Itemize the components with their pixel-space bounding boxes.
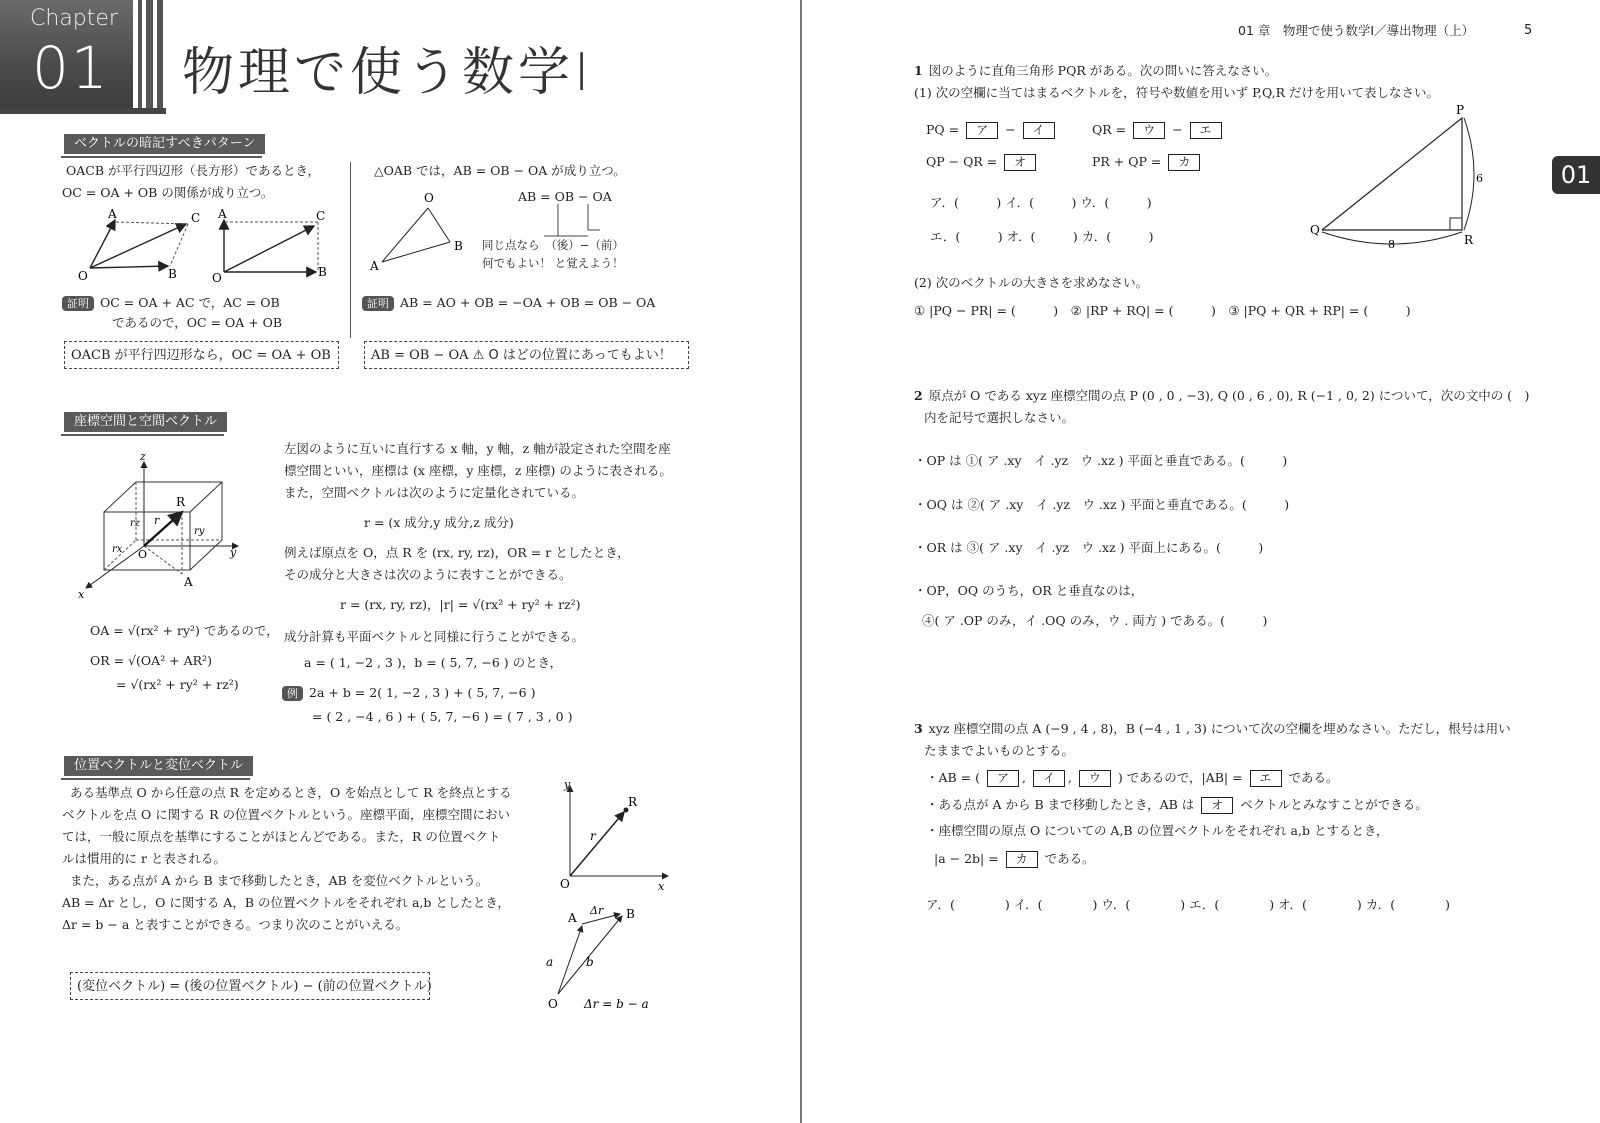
- svg-text:6: 6: [1476, 172, 1483, 185]
- svg-text:B: B: [168, 267, 177, 281]
- answer-box-o[interactable]: オ: [1004, 154, 1036, 171]
- chapter-underline: [0, 108, 166, 114]
- text-line: ある基準点 O から任意の点 R を定めるとき，O を始点として R を終点とする: [70, 785, 512, 800]
- svg-text:b: b: [586, 955, 594, 969]
- svg-text:C: C: [316, 209, 326, 223]
- q1-blank-row: QR = ウ − エ: [1092, 119, 1225, 141]
- section-header: 座標空間と空間ベクトル: [64, 412, 227, 432]
- answer-box-e[interactable]: エ: [1250, 770, 1282, 787]
- equation: r = (x 成分,y 成分,z 成分): [364, 515, 514, 530]
- proof-line: 証明 OC = OA + AC で，AC = OB: [62, 292, 280, 314]
- right-triangle-figure: [1308, 104, 1508, 254]
- text-line: 左図のように互いに直行する x 軸，y 軸，z 軸が設定された空間を座: [284, 441, 671, 456]
- svg-text:C: C: [191, 211, 201, 225]
- svg-text:x: x: [658, 880, 665, 892]
- parallelogram-figure: [60, 206, 350, 286]
- svg-text:8: 8: [1388, 238, 1395, 251]
- svg-text:r: r: [590, 829, 596, 843]
- text-line: ては，一般に原点を基準にすることがほとんどである。また，R の位置ベクト: [62, 829, 501, 844]
- text-line: OC = OA + OB の関係が成り立つ。: [62, 185, 274, 200]
- answer-box-a[interactable]: ア: [987, 770, 1019, 787]
- summary-box: OACB が平行四辺形なら，OC = OA + OB: [64, 341, 339, 369]
- q3-blank-row: ・AB = ( ア , イ , ウ ) であるので，|AB| = エ である。: [926, 770, 1339, 785]
- text-line: OR = √(OA² + AR²): [90, 653, 212, 668]
- svg-text:A: A: [108, 207, 117, 221]
- q1-blank-row: PR + QP = カ: [1092, 151, 1203, 173]
- example-line: 例 2a + b = 2( 1, −2 , 3 ) + ( 5, 7, −6 ): [282, 682, 535, 704]
- chapter-bar: [146, 0, 153, 114]
- svg-text:rx: rx: [112, 544, 123, 555]
- proof-badge: 証明: [362, 296, 394, 311]
- svg-text:A: A: [568, 911, 577, 925]
- proof-line: 証明 AB = AO + OB = −OA + OB = OB − OA: [362, 292, 655, 314]
- svg-text:rz: rz: [130, 518, 141, 529]
- text-line: ・OR は ③( ア .xy イ .yz ウ .xz ) 平面上にある。( ): [914, 540, 1264, 555]
- text-line: ルは慣用的に r と表される。: [62, 851, 226, 866]
- svg-text:R: R: [176, 495, 186, 509]
- question-2-line: 2 原点が O である xyz 座標空間の点 P (0 , 0 , −3), Q (0 , 6 , 0), R (−1 , 0, 2) について，次の文中の ( ): [914, 388, 1530, 403]
- equation: = ( 2 , −4 , 6 ) + ( 5, 7, −6 ) = ( 7 , 3 , 0 ): [312, 709, 573, 724]
- text-line: (2) 次のベクトルの大きさを求めなさい。: [914, 275, 1149, 290]
- answer-line: ア．( ) イ．( ) ウ．( ) エ．( ) オ．( ) カ．( ): [926, 897, 1451, 912]
- question-1-line: 1 図のように直角三角形 PQR がある。次の問いに答えなさい。: [914, 63, 1278, 78]
- text-line: △OAB では，AB = OB − OA が成り立つ。: [374, 163, 626, 178]
- svg-text:z: z: [140, 454, 146, 463]
- page-number: 5: [1524, 23, 1533, 38]
- answer-box-ka[interactable]: カ: [1168, 154, 1200, 171]
- svg-text:y: y: [564, 782, 571, 791]
- svg-text:R: R: [628, 795, 638, 809]
- answer-line: ア．( ) イ．( ) ウ．( ): [930, 195, 1152, 210]
- page-title: 物理で使う数学Ⅰ: [182, 43, 594, 103]
- svg-text:B: B: [318, 265, 327, 279]
- svg-text:Δr: Δr: [590, 906, 604, 917]
- svg-text:r: r: [154, 514, 160, 527]
- text-line: また，ある点が A から B まで移動したとき，AB を変位ベクトルという。: [70, 873, 489, 888]
- svg-text:O: O: [424, 191, 434, 205]
- q3-blank-row: |a − 2b| = カ である。: [934, 851, 1095, 866]
- chapter-word: Chapter: [30, 6, 118, 31]
- text-line: ・OP は ①( ア .xy イ .yz ウ .xz ) 平面と垂直である。( ): [914, 453, 1288, 468]
- text-line: OA = √(rx² + ry²) であるので，: [90, 623, 279, 638]
- answer-box-a[interactable]: ア: [966, 122, 998, 139]
- chapter-bar: [157, 0, 163, 114]
- text-line: ① |PQ − PR| = ( ) ② |RP + RQ| = ( ) ③ |PQ + QR + RP| = ( ): [914, 303, 1411, 318]
- text-line: 例えば原点を O，点 R を (rx, ry, rz)，OR = r としたとき，: [284, 545, 630, 560]
- svg-text:O: O: [138, 548, 148, 561]
- text-line: = √(rx² + ry² + rz²): [116, 677, 239, 692]
- text-line: 内を記号で選択しなさい。: [924, 410, 1075, 425]
- svg-text:Δr = b − a: Δr = b − a: [584, 997, 649, 1011]
- svg-text:Q: Q: [1310, 223, 1320, 237]
- svg-text:O: O: [560, 877, 570, 891]
- summary-box: (変位ベクトル) = (後の位置ベクトル) − (前の位置ベクトル): [70, 972, 430, 1000]
- text-line: AB = OB − OA: [518, 189, 612, 204]
- displacement-vector-figure: [540, 906, 680, 1014]
- svg-text:ry: ry: [194, 526, 205, 537]
- equation: a = ( 1, −2 , 3 )，b = ( 5, 7, −6 ) のとき，: [304, 655, 563, 670]
- answer-box-o[interactable]: オ: [1201, 797, 1233, 814]
- svg-text:O: O: [78, 269, 88, 283]
- example-badge: 例: [282, 686, 303, 701]
- position-vector-figure: [556, 782, 676, 892]
- svg-text:R: R: [1464, 233, 1474, 247]
- svg-text:B: B: [454, 239, 463, 253]
- svg-text:O: O: [212, 271, 222, 285]
- mnemonic-line: 同じ点なら （後）−（前）: [482, 238, 624, 252]
- q1-blank-row: QP − QR = オ: [926, 151, 1039, 173]
- text-line: (1) 次の空欄に当てはまるベクトルを，符号や数値を用いず P,Q,R だけを用いて表しなさい。: [914, 85, 1439, 100]
- proof-badge: 証明: [62, 296, 94, 311]
- text-line: OACB が平行四辺形（長方形）であるとき，: [66, 163, 320, 178]
- answer-box-u[interactable]: ウ: [1079, 770, 1111, 787]
- svg-text:B: B: [626, 907, 635, 921]
- answer-box-e[interactable]: エ: [1190, 122, 1222, 139]
- q3-blank-row: ・ある点が A から B まで移動したとき，AB は オ ベクトルとみなすことができる。: [926, 797, 1428, 812]
- mnemonic-line: 何でもよい！ と覚えよう！: [482, 256, 624, 270]
- chapter-number: 01: [32, 34, 110, 102]
- svg-text:P: P: [1456, 104, 1465, 117]
- text-line: ・座標空間の原点 O についての A,B の位置ベクトルをそれぞれ a,b とするとき，: [926, 823, 1389, 838]
- text-line: ④( ア .OP のみ，イ .OQ のみ，ウ . 両方 ) である。( ): [922, 613, 1268, 628]
- text-line: その成分と大きさは次のように表すことができる。: [284, 567, 572, 582]
- question-3-line: 3 xyz 座標空間の点 A (−9 , 4 , 8)，B (−4 , 1 , 3) について次の空欄を埋めなさい。ただし，根号は用い: [914, 721, 1511, 736]
- answer-box-u[interactable]: ウ: [1133, 122, 1165, 139]
- text-line: AB = Δr とし，O に関する A，B の位置ベクトルをそれぞれ a,b としたとき，: [62, 895, 510, 910]
- svg-text:y: y: [230, 546, 237, 559]
- equation: r = (rx, ry, rz)，|r| = √(rx² + ry² + rz²): [340, 597, 581, 612]
- svg-text:A: A: [370, 259, 379, 273]
- running-header: 01 章 物理で使う数学Ⅰ／導出物理（上）: [1238, 23, 1475, 38]
- right-page: [802, 0, 1600, 1123]
- text-line: ・OQ は ②( ア .xy イ .yz ウ .xz ) 平面と垂直である。( ): [914, 497, 1290, 512]
- svg-text:x: x: [78, 588, 85, 601]
- answer-line: エ．( ) オ．( ) カ．( ): [930, 229, 1154, 244]
- summary-box: AB = OB − OA ⚠ O はどの位置にあってもよい！: [364, 341, 689, 369]
- chapter-bar: [138, 0, 142, 114]
- divider: [350, 162, 351, 338]
- svg-text:A: A: [184, 575, 193, 589]
- text-line: 成分計算も平面ベクトルと同様に行うことができる。: [284, 629, 585, 644]
- warning-icon: ⚠: [472, 348, 485, 363]
- section-header: ベクトルの暗記すべきパターン: [64, 134, 265, 154]
- svg-text:O: O: [548, 997, 558, 1011]
- answer-box-i[interactable]: イ: [1023, 122, 1055, 139]
- answer-box-i[interactable]: イ: [1033, 770, 1065, 787]
- text-line: 標空間といい，座標は (x 座標，y 座標，z 座標) のように表される。: [284, 463, 672, 478]
- svg-text:A: A: [218, 207, 227, 221]
- text-line: たままでよいものとする。: [924, 743, 1075, 758]
- answer-box-ka[interactable]: カ: [1006, 851, 1038, 868]
- text-line: また，空間ベクトルは次のように定量化されている。: [284, 485, 585, 500]
- text-line: ・OP，OQ のうち，OR と垂直なのは，: [914, 583, 1144, 598]
- text-line: ベクトルを点 O に関する R の位置ベクトルという。座標平面，座標空間におい: [62, 807, 511, 822]
- q1-blank-row: PQ = ア − イ: [926, 119, 1058, 141]
- text-line: Δr = b − a と表すことができる。つまり次のことがいえる。: [62, 917, 409, 932]
- proof-line: であるので，OC = OA + OB: [112, 315, 283, 330]
- coordinate-space-figure: [70, 454, 260, 614]
- chapter-tab: 01: [1552, 156, 1600, 194]
- svg-text:a: a: [546, 955, 554, 969]
- section-header: 位置ベクトルと変位ベクトル: [64, 756, 253, 776]
